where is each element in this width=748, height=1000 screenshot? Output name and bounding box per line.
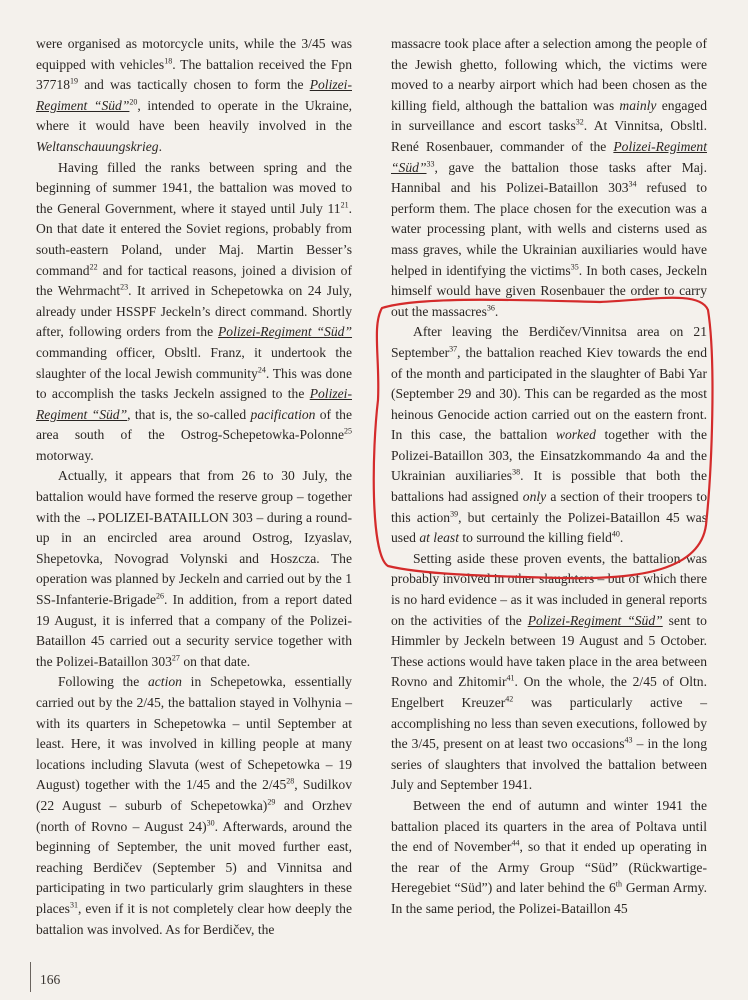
text-run: , so that it ended up operating in the rear of the Army Group “Süd” (Rückwartige-Heregebiet “Süd”) and later behind the 6	[391, 839, 707, 896]
text-run: .	[494, 303, 499, 319]
text-run: . Afterwards, around the beginning of September, the unit moved further east, reaching Berdičev (September 5) and Vinnitsa and participating in two particularly grim slaughters in these places	[36, 818, 352, 916]
right-text-column	[391, 34, 707, 920]
text-run: were organised as motorcycle units, while the 3/45 was equipped with vehicles	[36, 36, 352, 72]
footnote-ref: 31	[69, 900, 78, 910]
paragraph	[391, 34, 707, 322]
paragraph	[36, 34, 352, 158]
footnote-ref: 18	[164, 56, 173, 66]
text-run: Actually, it appears that from 26 to 30 July, the battalion would have formed the reserve group – together with the →POLIZEI-BATAILLON 303 – during a round-up in an encircled area around Ostrog, Izyaslav, Shepetovka, Novograd Volynski and Hoszcza. The operation was planned by Jeckeln and carried out by the 1 SS-Infanterie-Brigade	[36, 468, 352, 608]
text-run: , Sudilkov (22 August – suburb of Schepetowka)	[36, 777, 352, 813]
page-footer-rule	[30, 962, 31, 992]
italic-text: Weltanschauungskrieg	[36, 138, 159, 154]
footnote-ref: 33	[426, 159, 435, 169]
text-run: – in the long series of slaughters that involved the battalion between July and September 1941.	[391, 736, 707, 793]
text-run: sent to Himmler by Jeckeln between 19 August and 5 October. These actions would have taken place in the area between Rovno and Zhitomir	[391, 612, 707, 690]
text-run: and was tactically chosen to form the	[77, 77, 310, 93]
italic-text: pacification	[250, 406, 316, 422]
text-run: . In both cases, Jeckeln himself would have given Rosenbauer the order to carry out the massacres	[391, 262, 708, 319]
footnote-ref: 28	[286, 776, 295, 786]
text-run: in Schepetowka, essentially carried out by the 2/45, the battalion stayed in Volhynia – with its quarters in Schepetowka – until September at least. Here, it was involved in killing people at many locations including Slavuta (west of Schepetowka – 19 August) together with the 1/45 and the 2/45	[36, 674, 352, 793]
text-run: German Army. In the same period, the Polizei-Bataillon 45	[391, 880, 707, 916]
text-run: refused to perform them. The place chosen for the execution was a water processing plant, with wells and cisterns used as mass graves, while the Ukrainian auxiliaries would have helped in identifying the victims	[391, 180, 707, 278]
paragraph	[391, 549, 707, 796]
italic-text: action	[147, 674, 182, 690]
text-run: massacre took place after a selection among the people of the Jewish ghetto, following which, the victims were moved to a nearby airport which had been chosen as the killing field, although the battalion was	[391, 36, 707, 113]
cross-reference: Polizei-Regiment “Süd”	[391, 138, 707, 175]
footnote-ref: 21	[340, 200, 349, 210]
footnote-ref: 34	[628, 179, 637, 189]
text-run: Having filled the ranks between spring and the beginning of summer 1941, the battalion was moved to the General Government, where it stayed until July 11	[36, 159, 352, 216]
paragraph	[36, 158, 352, 467]
text-run: . At Vinnitsa, Obsltl. René Rosenbauer, commander of the	[391, 118, 707, 154]
footnote-ref: 22	[89, 262, 98, 271]
footnote-ref: th	[615, 879, 622, 889]
page-number: 166	[40, 972, 61, 987]
footnote-ref: 37	[449, 344, 458, 354]
text-run: Following the	[58, 674, 148, 690]
footnote-ref: 30	[206, 818, 215, 828]
footnote-ref: 41	[506, 673, 515, 683]
text-run: and for tactical reasons, joined a division of the Wehrmacht	[36, 262, 352, 299]
text-run: Setting aside these proven events, the battalion was probably involved in other slaughters – but of which there is no hard evidence – as it was included in general reports on the activities of the	[391, 550, 707, 628]
text-run: . On that date it entered the Soviet regions, probably from south-eastern Poland, under Maj. Martin Besser’s command	[36, 200, 352, 278]
text-run: together with the Polizei-Bataillon 303, the Einsatzkommando 4a and the Ukrainian auxiliaries	[391, 427, 707, 484]
paragraph	[36, 672, 352, 940]
footnote-ref: 43	[624, 735, 633, 745]
text-run: , the battalion reached Kiev towards the end of the month and participated in the slaughter of Babi Yar (September 29 and 30). This can be regarded as the most heinous Genocide action carried out on the eastern front. In this case, the battalion	[391, 344, 707, 443]
text-run: . On the whole, the 2/45 of Oltn. Engelbert Kreuzer	[391, 674, 707, 710]
text-run: . In addition, from a report dated 19 August, it is inferred that a company of the Polizei-Bataillon 45 carried out a security service together with the Polizei-Bataillon 303	[36, 592, 352, 669]
footnote-ref: 39	[450, 509, 459, 519]
footnote-ref: 40	[611, 529, 620, 539]
text-run: , that is, the so-called	[127, 406, 251, 422]
text-run: . This was done to accomplish the tasks Jeckeln assigned to the	[36, 365, 352, 402]
footnote-ref: 42	[505, 694, 514, 704]
paragraph	[391, 322, 707, 549]
text-run: , even if it is not completely clear how deeply the battalion was involved. As for Berdičev, the	[36, 900, 352, 937]
text-run: of the area south of the Ostrog-Schepetowka-Polonne	[36, 406, 352, 443]
cross-reference: Polizei-Regiment “Süd”	[218, 324, 353, 340]
text-run: engaged in surveillance and escort tasks	[391, 97, 707, 134]
footnote-ref: 32	[575, 117, 584, 127]
footnote-ref: 38	[512, 467, 521, 477]
footnote-ref: 20	[129, 97, 138, 107]
text-run: was particularly active – accomplishing no less than seven executions, followed by the 3/45, present on at least two occasions	[391, 695, 707, 752]
cross-reference: Polizei-Regiment “Süd”	[36, 386, 352, 422]
text-run: After leaving the Berdičev/Vinnitsa area on 21 September	[391, 324, 707, 360]
text-run: , gave the battalion those tasks after Maj. Hannibal and his Polizei-Bataillon 303	[391, 159, 707, 196]
left-text-column	[36, 34, 352, 940]
text-run: motorway.	[36, 447, 94, 463]
footnote-ref: 44	[511, 838, 520, 848]
paragraph	[391, 796, 707, 920]
text-run: , but certainly the Polizei-Bataillon 45 was used	[391, 509, 707, 546]
text-run: , intended to operate in the Ukraine, where it would have been heavily involved in the	[36, 97, 352, 134]
text-run: on that date.	[179, 653, 251, 669]
footnote-ref: 26	[156, 591, 165, 601]
footnote-ref: 29	[267, 797, 276, 807]
footnote-ref: 19	[69, 76, 78, 86]
text-run: commanding officer, Obsltl. Franz, it undertook the slaughter of the local Jewish community	[36, 344, 352, 381]
footnote-ref: 25	[344, 426, 352, 436]
text-run: to surround the killing field	[458, 530, 612, 546]
text-run: .	[619, 530, 624, 546]
text-run: . It arrived in Schepetowka on 24 July, already under HSSPF Jeckeln’s direct command. Shortly after, following orders from the	[36, 283, 352, 340]
footnote-ref: 35	[570, 262, 579, 271]
footnote-ref: 27	[171, 653, 180, 663]
italic-text: worked	[555, 427, 596, 443]
italic-text: mainly	[619, 97, 657, 113]
paragraph	[36, 466, 352, 672]
italic-text: at least	[419, 530, 459, 546]
cross-reference: Polizei-Regiment “Süd”	[527, 612, 663, 628]
italic-text: only	[522, 489, 547, 505]
footnote-ref: 23	[120, 282, 129, 292]
footnote-ref: 24	[257, 364, 266, 374]
cross-reference: Polizei-Regiment “Süd”	[36, 77, 352, 113]
text-run: Between the end of autumn and winter 1941 the battalion placed its quarters in the area of Poltava until the end of November	[391, 797, 707, 855]
text-run: and Orzhev (north of Rovno – August 24)	[36, 797, 353, 834]
footnote-ref: 36	[486, 303, 495, 313]
text-run: . The battalion received the Fpn 37718	[36, 56, 352, 93]
text-run: a section of their troopers to this action	[391, 489, 707, 525]
text-run: . It is possible that both the battalions had assigned	[391, 468, 707, 505]
text-run: .	[158, 138, 162, 154]
